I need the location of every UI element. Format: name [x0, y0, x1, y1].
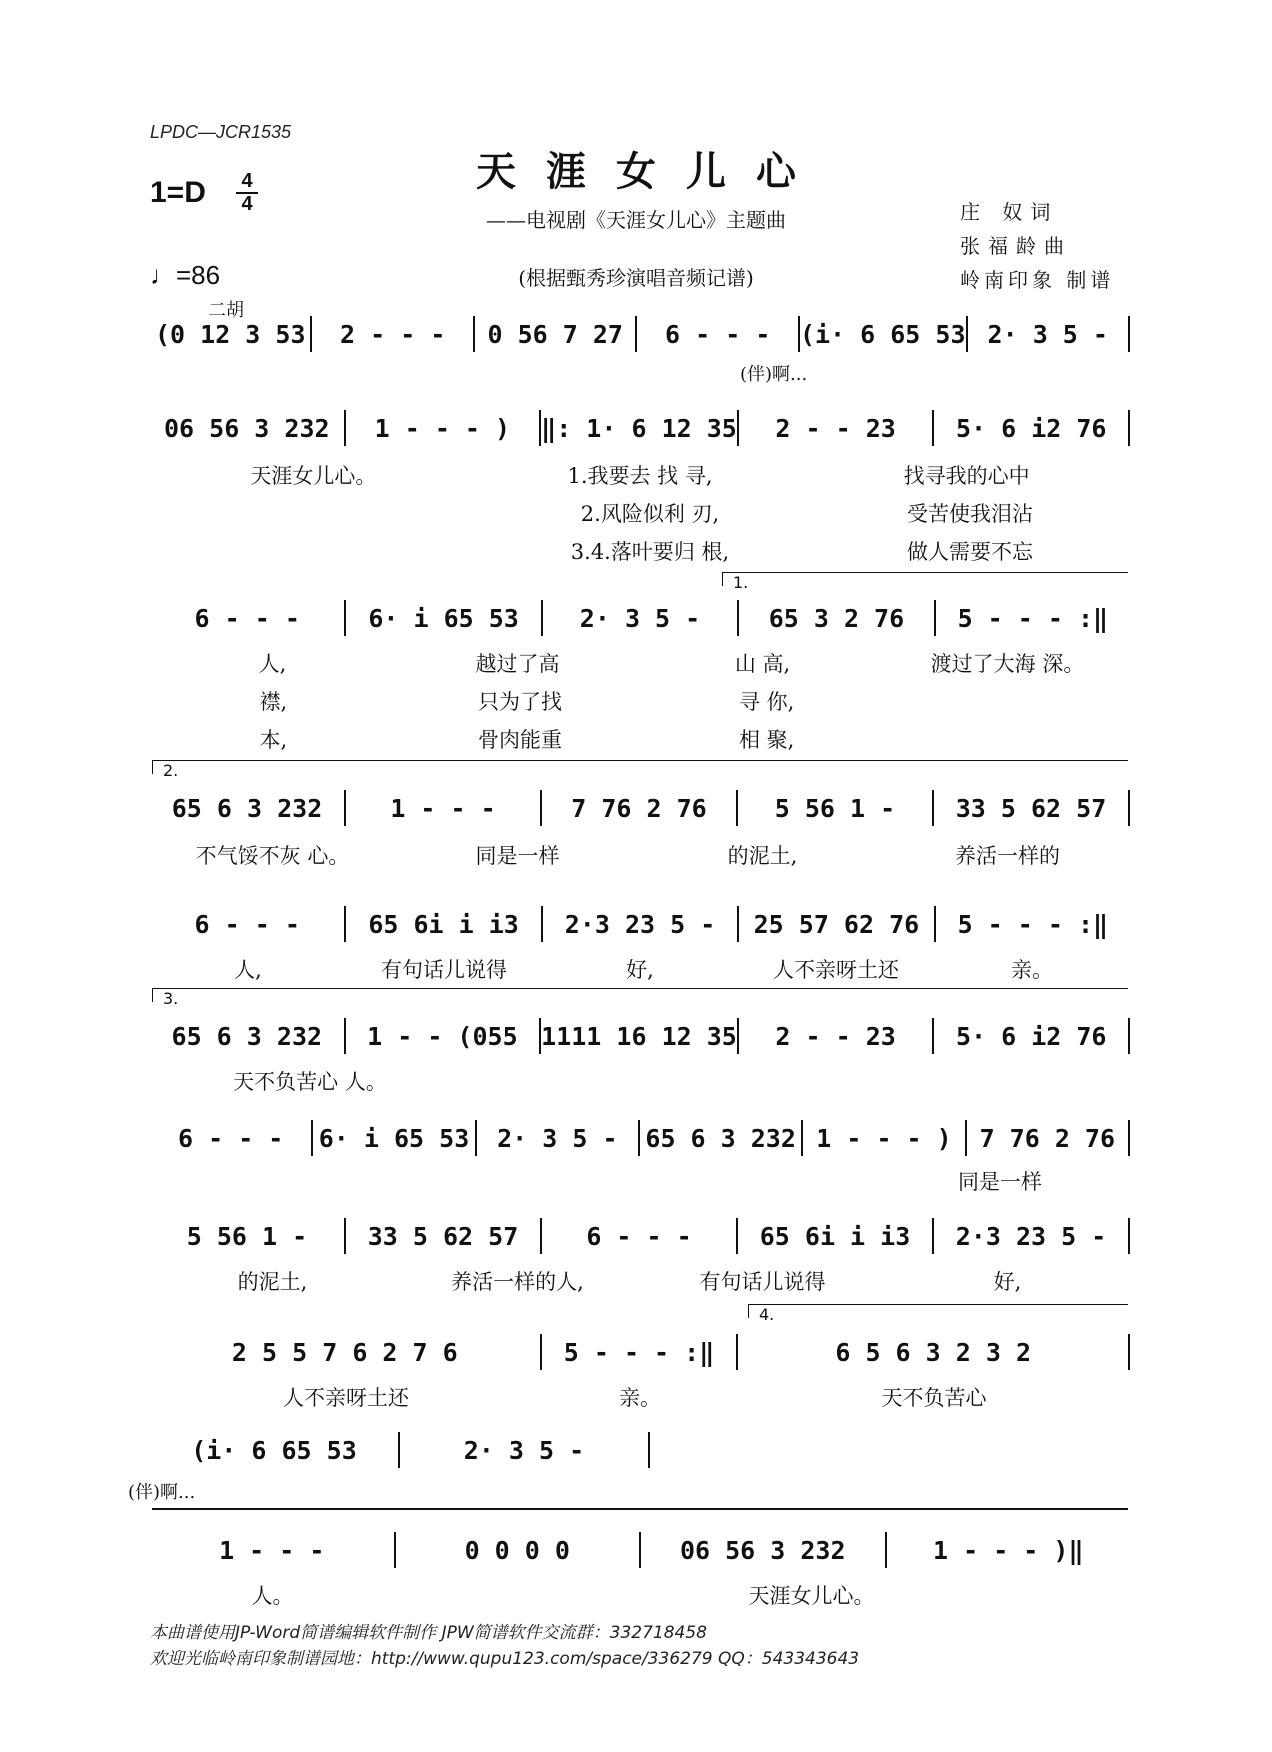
lyric: 襟,	[259, 690, 288, 714]
lyric-line-13	[150, 1580, 1130, 1608]
measure: 5· 6 i2 76	[955, 1021, 1107, 1051]
time-signature	[234, 172, 260, 214]
measure: 7 76 2 76	[571, 793, 707, 823]
lyric-line-12	[150, 1382, 1130, 1410]
measure: 1 - - -	[219, 1535, 325, 1565]
measure: (i· 6 65 53	[191, 1435, 357, 1465]
lyric: 的泥土,	[727, 844, 798, 868]
lyric: 同是一样	[475, 844, 560, 868]
score-system-8	[150, 1216, 1130, 1256]
measure: 1 - - -	[390, 793, 496, 823]
lyric-line-6	[150, 724, 890, 752]
lyric-line-2	[490, 498, 1130, 526]
measure: 6 - - -	[194, 603, 300, 633]
transcription-note: (根据甄秀珍演唱音频记谱)	[518, 266, 754, 290]
score-system-4	[150, 788, 1130, 828]
lyric: 受苦使我泪沾	[907, 502, 1033, 526]
lyric: 越过了高	[475, 652, 560, 676]
measure: 06 56 3 232	[164, 413, 330, 443]
footer-line-2: 欢迎光临岭南印象制谱园地：http://www.qupu123.com/space/336279 QQ：543343643	[150, 1649, 860, 1669]
accomp-label: (伴)啊...	[740, 364, 808, 385]
accomp-label-2: (伴)啊...	[128, 1482, 196, 1503]
measure: 0 56 7 27	[487, 319, 623, 349]
lyric: 寻 你,	[739, 690, 795, 714]
lyric: 3.4.落叶要归 根,	[570, 540, 730, 564]
score-system-1	[150, 314, 1130, 354]
lyric-line-9	[150, 1066, 470, 1094]
lyric-line-8	[150, 954, 1130, 982]
measure: 5 - - - :‖	[957, 909, 1109, 939]
volta-2: 2.	[152, 760, 1128, 774]
key-signature: 1=D	[150, 176, 206, 209]
lyric: 天涯女儿心。	[748, 1584, 875, 1608]
measure: 65 6 3 232	[171, 793, 323, 823]
lyric: 人,	[258, 652, 287, 676]
lyric: 有句话儿说得	[381, 958, 507, 982]
measure: 2·3 23 5 -	[955, 1221, 1107, 1251]
time-bottom: 4	[241, 193, 253, 215]
lyric: 有句话儿说得	[699, 1270, 826, 1294]
lyric-line-5	[150, 686, 890, 714]
measure: 2· 3 5 -	[987, 319, 1108, 349]
volta-3: 3.	[152, 988, 1128, 1002]
ending-rule	[152, 1508, 1128, 1510]
lyric: 天不负苦心	[881, 1386, 987, 1410]
lyric: 本,	[259, 728, 288, 752]
measure: 2· 3 5 -	[579, 603, 701, 633]
score-system-11	[150, 1530, 1130, 1570]
lyric-line-3	[490, 536, 1130, 564]
lyric: 不气馁不灰 心。	[195, 844, 350, 868]
lyric: 亲。	[619, 1386, 661, 1410]
score-system-6	[150, 1016, 1130, 1056]
measure: 1 - - - )	[816, 1123, 952, 1153]
measure: ‖: 1· 6 12 35	[541, 413, 737, 443]
measure: 1 - - - )	[374, 413, 511, 443]
measure: 6· i 65 53	[368, 603, 519, 633]
measure: 2·3 23 5 -	[564, 909, 716, 939]
lyric: 2.风险似利 刃,	[580, 502, 720, 526]
measure: 6 - - -	[586, 1221, 692, 1251]
lyric: 好,	[993, 1270, 1022, 1294]
measure: 65 6i i i3	[759, 1221, 911, 1251]
measure: 1 - - - )‖	[932, 1535, 1084, 1565]
lyric: 只为了找	[478, 690, 562, 714]
lyric: 相 聚,	[739, 728, 795, 752]
score-system-10	[150, 1430, 650, 1470]
lyric-line-10	[900, 1166, 1100, 1194]
lyric	[395, 1580, 640, 1608]
score-system-5	[150, 904, 1130, 944]
lyric: 山 高,	[734, 652, 791, 676]
lyric-line-11	[150, 1266, 1130, 1294]
lyric: 渡过了大海 深。	[930, 652, 1085, 676]
measure: 65 6 3 232	[171, 1021, 323, 1051]
lyric-line-4	[150, 648, 1130, 676]
tempo-mark: ♩=86	[150, 260, 221, 290]
song-subtitle: ——电视剧《天涯女儿心》主题曲	[486, 208, 786, 232]
measure: 65 6 3 232	[645, 1123, 796, 1153]
measure: 06 56 3 232	[679, 1535, 846, 1565]
measure: 2· 3 5 -	[497, 1123, 618, 1153]
measure: 33 5 62 57	[955, 793, 1107, 823]
song-title: 天涯女儿心	[476, 148, 826, 195]
volta-1: 1.	[722, 572, 1128, 586]
measure: 5 - - - :‖	[563, 1337, 715, 1367]
measure: 5· 6 i2 76	[955, 413, 1107, 443]
erhu-label: 二胡	[208, 300, 244, 321]
measure: 6 5 6 3 2 3 2	[835, 1337, 1032, 1367]
score-system-7	[150, 1118, 1130, 1158]
measure: 5 56 1 -	[186, 1221, 308, 1251]
lyricist-credit: 庄 奴词	[960, 200, 1059, 224]
lyric: 同是一样	[958, 1170, 1042, 1194]
measure: 1 - - (055	[367, 1021, 518, 1051]
measure: 25 57 62 76	[753, 909, 920, 939]
lyric: 好,	[626, 958, 654, 982]
time-top: 4	[241, 170, 253, 192]
measure: (i· 6 65 53	[799, 319, 966, 349]
lyric: 找寻我的心中	[903, 464, 1030, 488]
measure: 6· i 65 53	[318, 1123, 470, 1153]
measure: 2 - - -	[340, 319, 446, 349]
measure: 2· 3 5 -	[463, 1435, 585, 1465]
lyric: 的泥土,	[237, 1270, 308, 1294]
measure: 5 56 1 -	[774, 793, 896, 823]
lyric: 做人需要不忘	[907, 540, 1033, 564]
lyric: 亲。	[1011, 958, 1053, 982]
arranger-credit: 岭南印象 制谱	[960, 268, 1115, 292]
lyric: 养活一样的人,	[451, 1270, 584, 1294]
composer-credit: 张福龄曲	[960, 234, 1072, 258]
measure: 6 - - -	[665, 319, 771, 349]
score-system-2	[150, 408, 1130, 448]
lyric: 骨肉能重	[478, 728, 562, 752]
lyric: 人。	[251, 1584, 294, 1608]
footer-line-1: 本曲谱使用JP-Word简谱编辑软件制作 JPW简谱软件交流群：332718458	[150, 1623, 707, 1643]
measure: 65 3 2 76	[768, 603, 905, 633]
score-code: LPDC—JCR1535	[150, 122, 292, 142]
lyric: 1.我要去 找 寻,	[567, 464, 713, 488]
lyric: 人不亲呀土还	[283, 1386, 409, 1410]
lyric: 人,	[234, 958, 262, 982]
lyric: 人不亲呀土还	[773, 958, 899, 982]
measure: 2 - - 23	[775, 413, 896, 443]
measure: 2 5 5 7 6 2 7 6	[231, 1337, 458, 1367]
measure: 33 5 62 57	[367, 1221, 519, 1251]
measure: 65 6i i i3	[368, 909, 519, 939]
lyric: 天涯女儿心。	[250, 464, 377, 488]
lyric-line-1	[150, 460, 1130, 488]
lyric-line-7	[150, 840, 1130, 868]
lyric: 天不负苦心 人。	[233, 1070, 387, 1094]
measure: (0 12 3 53	[154, 319, 306, 349]
score-system-3	[150, 598, 1130, 638]
lyric: 养活一样的	[955, 844, 1060, 868]
measure: 0 0 0 0	[464, 1535, 570, 1565]
measure: 1111 16 12 35	[541, 1021, 737, 1051]
score-system-9	[150, 1332, 1130, 1372]
measure: 6 - - -	[177, 1123, 284, 1153]
measure: 6 - - -	[194, 909, 300, 939]
measure: 2 - - 23	[775, 1021, 896, 1051]
measure: 7 76 2 76	[979, 1123, 1116, 1153]
measure: 5 - - - :‖	[957, 603, 1109, 633]
volta-4: 4.	[748, 1304, 1128, 1318]
